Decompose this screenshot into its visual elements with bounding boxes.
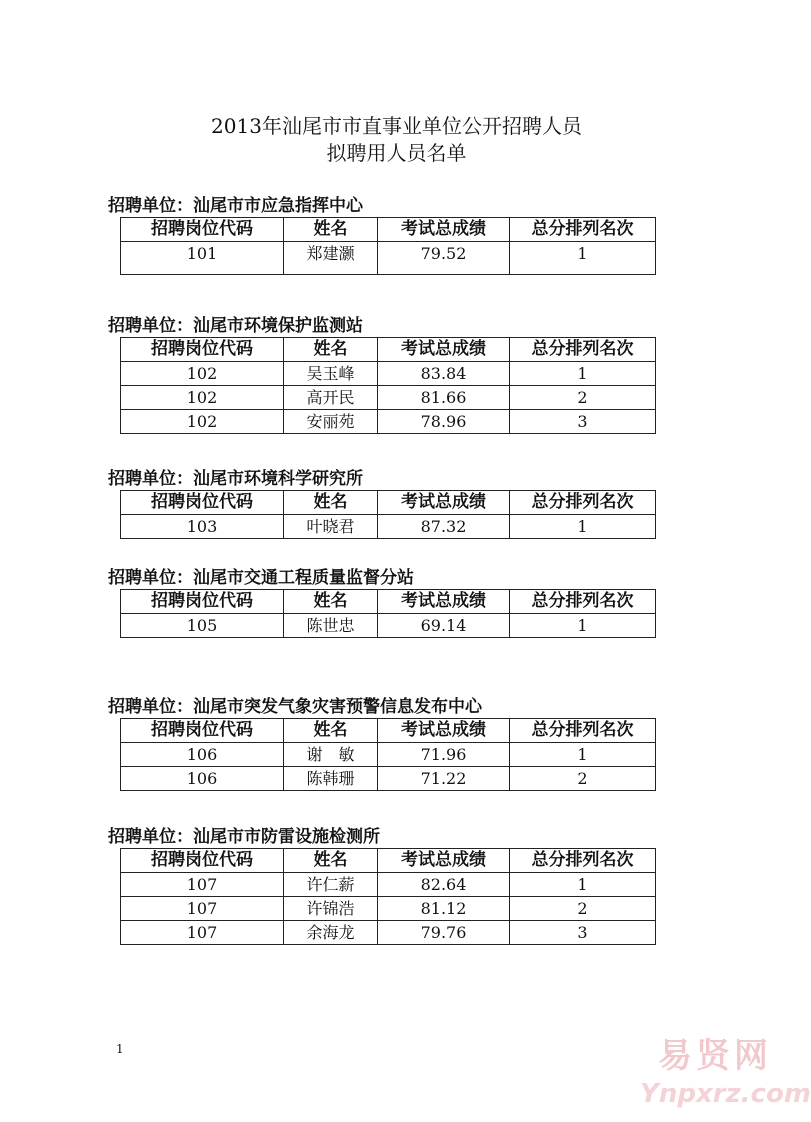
cell-name: 吴玉峰 xyxy=(284,362,378,386)
watermark-chinese: 易贤网 xyxy=(658,1036,772,1076)
cell-rank: 3 xyxy=(510,410,656,434)
cell-rank: 3 xyxy=(510,921,656,945)
header-code: 招聘岗位代码 xyxy=(121,338,284,362)
cell-code: 103 xyxy=(121,515,284,539)
unit-label: 招聘单位： xyxy=(108,827,193,847)
unit-heading xyxy=(108,696,668,718)
header-score: 考试总成绩 xyxy=(378,338,510,362)
cell-code: 107 xyxy=(121,897,284,921)
cell-code: 101 xyxy=(121,242,284,275)
unit-name: 汕尾市市应急指挥中心 xyxy=(193,196,363,216)
unit-name: 汕尾市环境科学研究所 xyxy=(193,469,363,489)
cell-rank: 1 xyxy=(510,242,656,275)
cell-score: 69.14 xyxy=(378,614,510,638)
watermark-latin: Ynpxrz.com xyxy=(640,1079,811,1109)
cell-score: 87.32 xyxy=(378,515,510,539)
header-rank: 总分排列名次 xyxy=(510,719,656,743)
unit-name: 汕尾市环境保护监测站 xyxy=(193,316,363,336)
cell-name: 许锦浩 xyxy=(284,897,378,921)
table-row xyxy=(121,515,656,539)
header-name: 姓名 xyxy=(284,491,378,515)
cell-rank: 1 xyxy=(510,743,656,767)
cell-score: 71.22 xyxy=(378,767,510,791)
cell-rank: 1 xyxy=(510,873,656,897)
header-code: 招聘岗位代码 xyxy=(121,719,284,743)
cell-code: 107 xyxy=(121,873,284,897)
table-row xyxy=(121,386,656,410)
cell-score: 81.66 xyxy=(378,386,510,410)
cell-score: 71.96 xyxy=(378,743,510,767)
cell-score: 81.12 xyxy=(378,897,510,921)
cell-rank: 1 xyxy=(510,614,656,638)
cell-name: 谢 敏 xyxy=(284,743,378,767)
cell-code: 102 xyxy=(121,386,284,410)
unit-heading xyxy=(108,567,668,589)
header-code: 招聘岗位代码 xyxy=(121,590,284,614)
cell-score: 83.84 xyxy=(378,362,510,386)
unit-heading xyxy=(108,195,668,217)
cell-score: 82.64 xyxy=(378,873,510,897)
cell-name: 叶晓君 xyxy=(284,515,378,539)
header-rank: 总分排列名次 xyxy=(510,338,656,362)
cell-score: 78.96 xyxy=(378,410,510,434)
watermark-logo xyxy=(640,1036,811,1116)
unit-label: 招聘单位： xyxy=(108,568,193,588)
page-number: 1 xyxy=(116,1042,124,1056)
unit-name: 汕尾市突发气象灾害预警信息发布中心 xyxy=(193,697,482,717)
section-environmental-science-institute xyxy=(108,468,668,539)
header-name: 姓名 xyxy=(284,590,378,614)
title-line-2: 拟聘用人员名单 xyxy=(326,141,467,165)
table-row xyxy=(121,410,656,434)
header-rank: 总分排列名次 xyxy=(510,849,656,873)
section-environmental-monitoring-station xyxy=(108,315,668,434)
header-score: 考试总成绩 xyxy=(378,719,510,743)
header-score: 考试总成绩 xyxy=(378,218,510,242)
cell-rank: 2 xyxy=(510,897,656,921)
results-table xyxy=(120,589,656,638)
unit-name: 汕尾市市防雷设施检测所 xyxy=(193,827,380,847)
cell-name: 安丽苑 xyxy=(284,410,378,434)
header-code: 招聘岗位代码 xyxy=(121,491,284,515)
section-traffic-engineering-substation xyxy=(108,567,668,638)
cell-code: 107 xyxy=(121,921,284,945)
cell-code: 106 xyxy=(121,743,284,767)
cell-rank: 2 xyxy=(510,767,656,791)
cell-rank: 1 xyxy=(510,362,656,386)
section-lightning-protection-institute xyxy=(108,826,668,945)
cell-code: 105 xyxy=(121,614,284,638)
unit-label: 招聘单位： xyxy=(108,469,193,489)
header-score: 考试总成绩 xyxy=(378,491,510,515)
cell-rank: 1 xyxy=(510,515,656,539)
table-row xyxy=(121,921,656,945)
header-name: 姓名 xyxy=(284,218,378,242)
table-row xyxy=(121,873,656,897)
table-row xyxy=(121,614,656,638)
results-table xyxy=(120,337,656,434)
table-header-row xyxy=(121,491,656,515)
cell-name: 余海龙 xyxy=(284,921,378,945)
table-header-row xyxy=(121,719,656,743)
title-line-1: 2013年汕尾市市直事业单位公开招聘人员 xyxy=(211,114,582,138)
header-rank: 总分排列名次 xyxy=(510,218,656,242)
cell-name: 郑建灏 xyxy=(284,242,378,275)
header-name: 姓名 xyxy=(284,719,378,743)
results-table xyxy=(120,217,656,275)
table-row xyxy=(121,242,656,275)
table-header-row xyxy=(121,590,656,614)
table-header-row xyxy=(121,849,656,873)
unit-heading xyxy=(108,315,668,337)
unit-name: 汕尾市交通工程质量监督分站 xyxy=(193,568,414,588)
table-header-row xyxy=(121,338,656,362)
cell-score: 79.76 xyxy=(378,921,510,945)
cell-rank: 2 xyxy=(510,386,656,410)
header-code: 招聘岗位代码 xyxy=(121,218,284,242)
header-score: 考试总成绩 xyxy=(378,590,510,614)
cell-name: 陈韩珊 xyxy=(284,767,378,791)
table-row xyxy=(121,362,656,386)
table-header-row xyxy=(121,218,656,242)
unit-heading xyxy=(108,826,668,848)
unit-label: 招聘单位： xyxy=(108,316,193,336)
cell-name: 陈世忠 xyxy=(284,614,378,638)
section-emergency-command-center xyxy=(108,195,668,275)
header-score: 考试总成绩 xyxy=(378,849,510,873)
table-row xyxy=(121,897,656,921)
table-row xyxy=(121,767,656,791)
cell-code: 102 xyxy=(121,410,284,434)
unit-heading xyxy=(108,468,668,490)
unit-label: 招聘单位： xyxy=(108,697,193,717)
table-row xyxy=(121,743,656,767)
cell-code: 102 xyxy=(121,362,284,386)
header-code: 招聘岗位代码 xyxy=(121,849,284,873)
results-table xyxy=(120,718,656,791)
cell-name: 高开民 xyxy=(284,386,378,410)
results-table xyxy=(120,848,656,945)
cell-name: 许仁薪 xyxy=(284,873,378,897)
header-name: 姓名 xyxy=(284,338,378,362)
document-title xyxy=(0,113,793,167)
header-rank: 总分排列名次 xyxy=(510,491,656,515)
cell-score: 79.52 xyxy=(378,242,510,275)
cell-code: 106 xyxy=(121,767,284,791)
header-name: 姓名 xyxy=(284,849,378,873)
unit-label: 招聘单位： xyxy=(108,196,193,216)
section-weather-warning-center xyxy=(108,696,668,791)
header-rank: 总分排列名次 xyxy=(510,590,656,614)
results-table xyxy=(120,490,656,539)
